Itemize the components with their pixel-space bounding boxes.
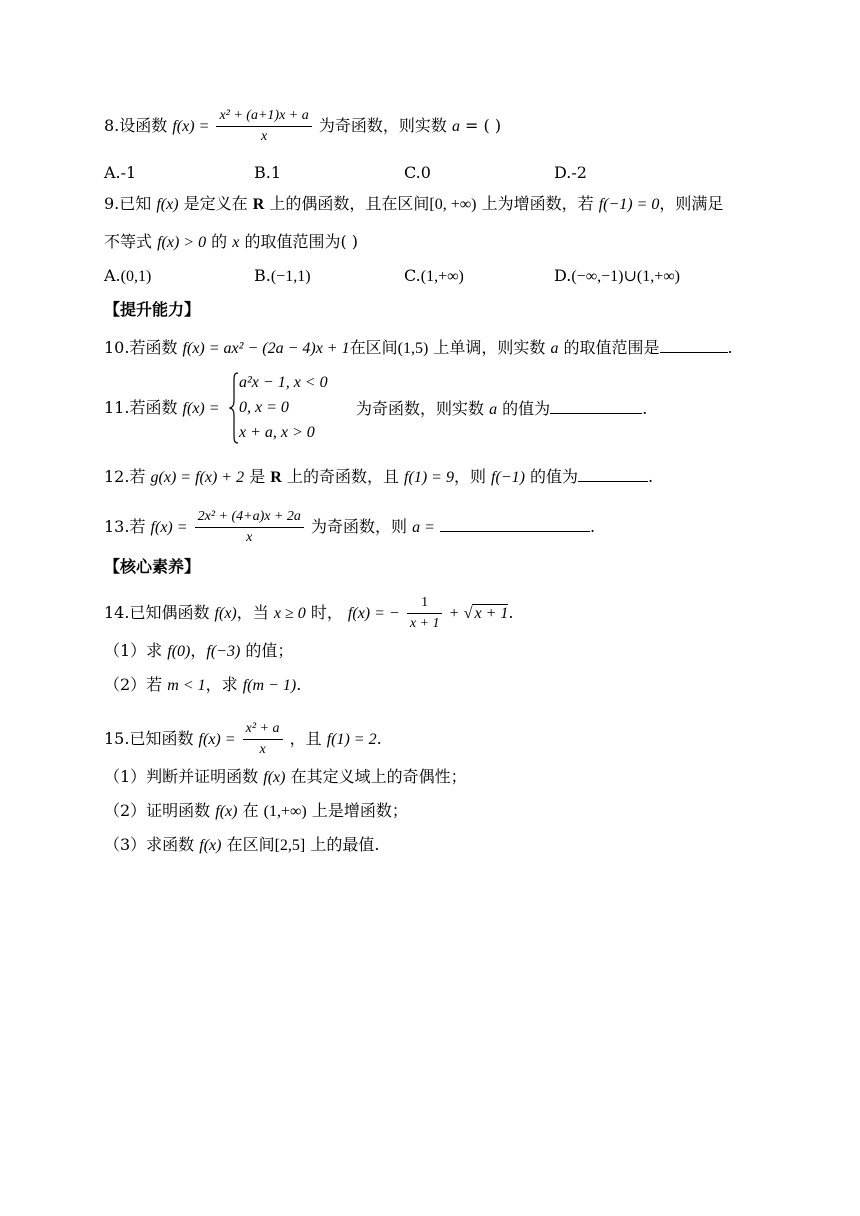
q8-answer-paren: = ( ) [459,116,502,135]
q8-option-a[interactable]: A.-1 [104,163,137,182]
q14-text-b: ，当 [236,603,274,622]
q9-option-c[interactable] [404,265,464,288]
question-14-part-2 [104,674,301,697]
q15-part3-text-b: 在区间 [221,835,275,854]
q11-text-b: 为奇函数，则实数 [356,399,490,418]
question-11-tail [356,397,647,421]
q10-text-b: 在区间 [349,338,398,357]
q9-text-a: 9.已知 [104,194,157,213]
q15-part1-fx: f(x) [263,769,286,786]
q10-text-d: 的取值范围是 [558,338,660,357]
q8-suffix: 为奇函数，则实数 [318,116,452,135]
q15-part2-fx: f(x) [215,803,238,820]
q14-fraction [407,593,443,634]
q15-part3-fx: f(x) [199,837,222,854]
q14-part1-text-b: ， [190,641,207,660]
section-heading-core: 【核心素养】 [104,557,201,576]
q14-function-lhs: f(x) = − [347,605,400,622]
q9-fx: f(x) [156,196,179,213]
q9-option-a[interactable] [104,265,151,288]
q9-option-b[interactable] [254,265,311,288]
q12-text-e: 的值为 [524,467,579,486]
q9-x: x [232,234,240,251]
q13-text-a: 13.若 [104,517,151,536]
question-11-lead [104,397,220,420]
q14-sqrt: √ x + 1 [463,605,509,622]
q13-text-b: 为奇函数，则 [311,517,413,536]
question-15-part-1 [104,766,467,789]
q11-text-a: 11.若函数 [104,398,183,417]
q14-part1-text-c: 的值； [240,641,294,660]
q13-denominator: x [246,530,253,545]
q11-answer-blank[interactable] [550,397,642,414]
q14-part2-period: . [296,675,302,694]
q15-fraction [243,719,283,760]
q15-part3-text-c: 上的最值. [305,835,380,854]
q8-prefix: 8.设函数 [104,116,173,135]
q9-text-g: 的 [206,232,233,251]
q15-part2-text-b: 在 [237,801,264,820]
q14-part1-f0: f(0) [167,643,191,660]
question-15 [104,719,382,760]
q12-answer-blank[interactable] [578,465,648,482]
q15-part2-text-a: （2）证明函数 [104,801,216,820]
question-9-line-2 [104,231,358,254]
q8-option-c[interactable]: C.0 [404,163,431,182]
q9-option-b-value: (−1,1) [270,268,311,285]
q14-part2-text-b: ，求 [205,675,243,694]
q14-fx: f(x) [214,605,237,622]
q9-option-c-label: C. [404,266,421,285]
q8-option-b[interactable]: B.1 [254,163,282,182]
q14-denominator: x + 1 [409,616,440,631]
q10-interval: (1,5) [397,340,429,357]
question-9-line-1 [104,193,723,216]
question-14 [104,593,513,634]
q15-text-a: 15.已知函数 [104,729,199,748]
q14-part1-f-neg3: f(−3) [206,643,241,660]
q13-period: . [590,517,596,536]
q11-left-brace [229,372,239,444]
q9-text-d: 上为增函数，若 [476,194,599,213]
q11-period: . [642,399,648,418]
q12-real-set: R [270,469,282,486]
q14-condition: x ≥ 0 [273,605,306,622]
q11-case-1: a²x − 1, x < 0 [239,374,328,391]
q13-answer-blank[interactable] [440,515,590,532]
q14-part2-expression: f(m − 1) [242,677,297,694]
q14-numerator: 1 [407,593,443,614]
q10-expression: f(x) = ax² − (2a − 4)x + 1 [182,340,350,357]
q11-case-3: x + a, x > 0 [239,424,315,441]
q15-part2-interval: (1,+∞) [263,803,307,820]
q14-part2-text-a: （2）若 [104,675,168,694]
q14-part1-text-a: （1）求 [104,641,168,660]
q9-option-d-value: (−∞,−1)∪(1,+∞) [571,268,680,285]
q15-condition: f(1) = 2 [326,731,377,748]
q9-real-set: R [252,196,265,213]
question-14-part-1 [104,640,293,663]
q13-function-lhs: f(x) = [150,519,188,536]
q8-fraction [216,106,311,147]
q15-part1-text-a: （1）判断并证明函数 [104,767,264,786]
q9-text-b: 是定义在 [178,194,253,213]
q8-function-lhs: f(x) = [172,118,210,135]
q9-text-c: 上的偶函数，且在区间 [264,194,430,213]
q14-radicand: x + 1 [474,605,509,622]
q9-option-d-label: D. [554,266,572,285]
q9-text-e: ，则满足 [659,194,724,213]
q9-option-a-label: A. [104,266,121,285]
q8-denominator: x [260,129,268,144]
q15-part3-interval: [2,5] [274,837,306,854]
q12-text-a: 12.若 [104,467,151,486]
q11-variable: a [489,401,498,418]
q10-text-c: 上单调，则实数 [428,338,551,357]
q12-condition: f(1) = 9 [404,469,454,486]
q15-numerator: x² + a [243,719,283,740]
q15-text-b: ，且 [289,729,327,748]
q12-period: . [648,467,654,486]
q9-interval: [0, +∞) [429,196,477,213]
q14-text-a: 14.已知偶函数 [104,603,215,622]
question-15-part-2 [104,800,408,823]
q15-denominator: x [259,742,266,757]
q11-case-2: 0, x = 0 [239,399,289,416]
q10-period: . [727,338,733,357]
q15-part1-text-b: 在其定义域上的奇偶性； [285,767,467,786]
q12-text-b: 是 [244,467,271,486]
q14-plus: + [449,605,459,622]
q9-option-b-label: B. [254,266,271,285]
q15-part3-text-a: （3）求函数 [104,835,200,854]
q10-answer-blank[interactable] [660,336,728,353]
q13-fraction [195,507,304,548]
q14-period: . [508,603,514,622]
question-8 [104,106,501,147]
q15-part2-text-c: 上是增函数； [306,801,408,820]
q13-numerator: 2x² + (4+a)x + 2a [195,507,304,528]
q10-variable: a [550,340,559,357]
q9-text-f: 不等式 [104,232,158,251]
q9-option-c-value: (1,+∞) [420,268,464,285]
q11-function-lhs: f(x) = [182,400,220,417]
q15-function-lhs: f(x) = [198,731,236,748]
q9-condition: f(−1) = 0 [598,196,660,213]
q11-text-c: 的值为 [497,399,551,418]
q14-text-c: 时， [305,603,343,622]
q9-option-d[interactable] [554,265,680,288]
question-13 [104,507,595,548]
question-10 [104,336,733,360]
q13-variable: a = [412,519,435,536]
q12-expression-g: g(x) = f(x) + 2 [150,469,245,486]
q14-part2-condition: m < 1 [167,677,206,694]
q12-text-c: 上的奇函数，且 [281,467,405,486]
question-12 [104,465,653,489]
q9-option-a-value: (0,1) [120,268,152,285]
q9-text-h: 的取值范围为( ) [239,232,359,251]
q9-inequality: f(x) > 0 [157,234,207,251]
q15-period: . [376,729,382,748]
q12-text-d: ，则 [453,467,492,486]
q12-target: f(−1) [491,469,525,486]
q8-variable: a [451,118,460,135]
question-15-part-3 [104,834,379,857]
section-heading-improve: 【提升能力】 [104,300,201,319]
q8-numerator: x² + (a+1)x + a [216,106,311,127]
q10-text-a: 10.若函数 [104,338,183,357]
q8-option-d[interactable]: D.-2 [554,163,587,182]
